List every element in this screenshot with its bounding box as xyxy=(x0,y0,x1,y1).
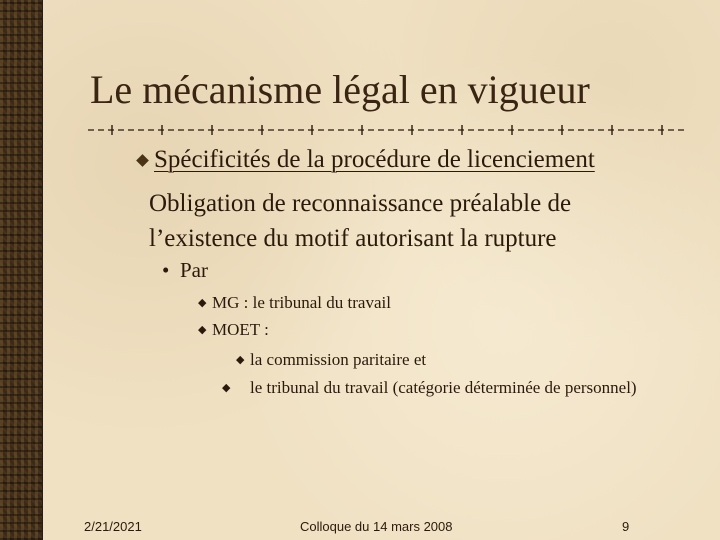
body-paragraph: Obligation de reconnaissance préalable de l’existence du motif autorisant la rupture xyxy=(149,190,572,252)
slide-title: Le mécanisme légal en vigueur xyxy=(90,67,590,112)
decorative-divider xyxy=(88,123,684,137)
list-item xyxy=(236,348,656,372)
list-item xyxy=(198,320,269,340)
list-item-text: le tribunal du travail (catégorie déterminée de personnel) xyxy=(250,378,637,397)
bullet-level2 xyxy=(162,258,208,283)
bullet-level2-text: Par xyxy=(180,258,208,282)
list-item xyxy=(198,293,391,313)
page-number: 9 xyxy=(622,519,630,534)
small-diamond-bullet-icon: ◆ xyxy=(236,354,245,366)
textured-side-strip xyxy=(0,0,43,540)
small-diamond-bullet-icon: ◆ xyxy=(198,297,207,309)
list-item-text: la commission paritaire et xyxy=(250,350,427,369)
footer-event: Colloque du 14 mars 2008 xyxy=(300,519,453,534)
diamond-bullet-icon xyxy=(136,154,149,167)
small-diamond-bullet-icon: ◆ xyxy=(198,324,207,336)
bullet-level1 xyxy=(134,146,595,174)
list-item-text: MG : le tribunal du travail xyxy=(212,293,391,312)
list-item xyxy=(222,376,670,400)
footer-date: 2/21/2021 xyxy=(84,519,142,534)
bullet-level1-text: Spécificités de la procédure de licenciement xyxy=(154,146,595,173)
dot-bullet-icon: • xyxy=(162,258,170,282)
small-diamond-bullet-icon: ◆ xyxy=(222,382,231,394)
list-item-text: MOET : xyxy=(212,320,269,339)
